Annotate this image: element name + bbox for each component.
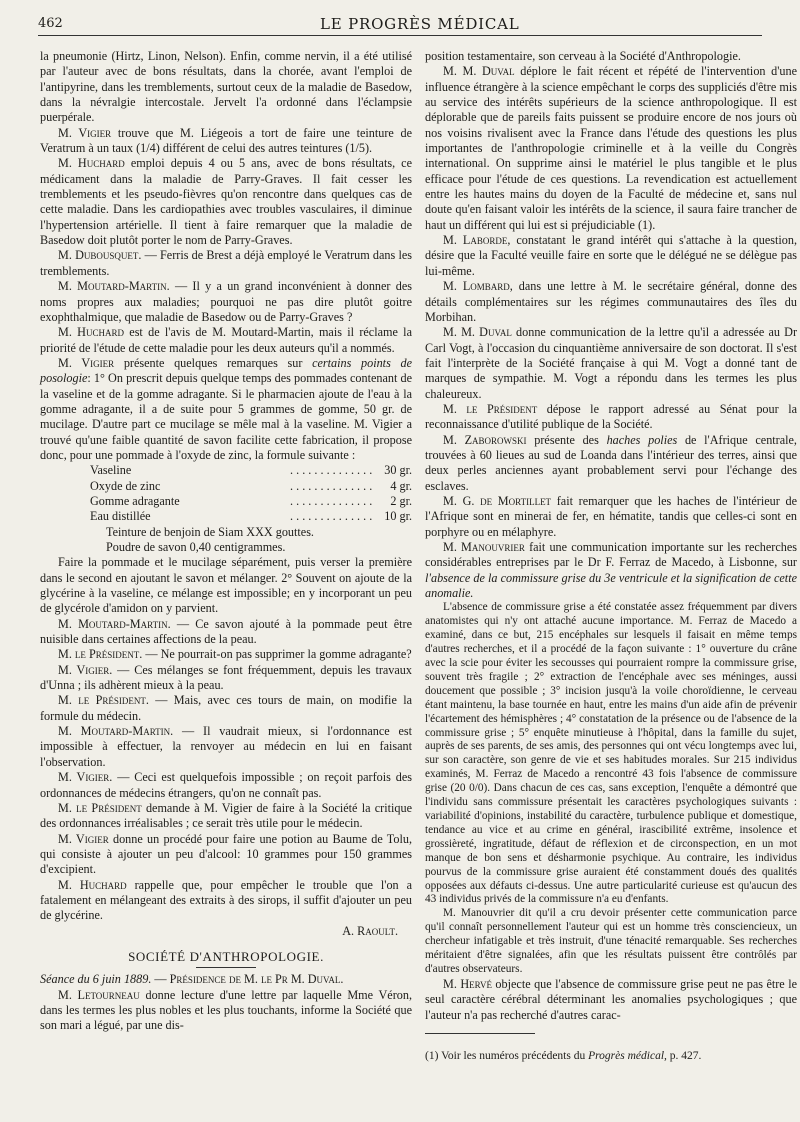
session-presidency: — Présidence de M. le Pr M. Duval. [154,972,344,987]
header-rule [38,35,762,36]
paragraph-text: dépose le rapport adressé au Sénat pour la reconnaissance d'utilité publique de la Société. [425,401,798,432]
paragraph [425,279,797,325]
italic-phrase: haches polies [606,432,678,447]
paragraph-text: — Ferris de Brest a déjà employé le Veratrum dans les tremblements. [40,248,412,278]
paragraph-text: demande à M. Vigier de faire à la Société la critique des ordonnances irréalisables ; ce serait très utile pour le médecin. [40,800,412,831]
footnote-page: p. 427. [669,1050,702,1062]
paragraph: M. Manouvrier dit qu'il a cru devoir présenter cette communication parce qu'il connaît personnellement l'auteur qui est un homme très consciencieux, un chercheur infatigable et très instruit, d'une ténacité remarquable. Ses recherches méritaient d'être signalées, afin que les résultats puissent être contrôlés par d'autres observateurs. [425,907,797,975]
journal-title: LE PROGRÈS MÉDICAL [320,15,520,33]
recipe-row [90,479,412,494]
paragraph-text: — Il vaudrait mieux, si l'ordonnance est impossible à effectuer, la renvoyer au médecin en lui en faisant l'observation. [40,724,413,769]
signature: A. Raoult. [342,923,398,938]
paragraph-text: : 1° On prescrit depuis quelque temps des pommades contenant de la vaseline et de la gomme adragante. Si le pharmacien ajoute de l'eau à la gomme adragante, il a de suite pour 5 grammes de gomme, 50 gr. de mucilage. D'autre part ce mucilage se mêle mal à la vaseline. M. Vigier a trouvé qu'une faible quantité de savon facilite cette fabrication, il propose donc, pour une pommade à l'oxyde de zinc, la formule suivante : [40,371,412,462]
footnote-text: (1) Voir les numéros précédents du [425,1050,586,1062]
speaker-name: M. Manouvrier [443,540,525,554]
paragraph [425,977,797,1023]
paragraph: L'absence de commissure grise a été constatée assez fréquemment par divers anatomistes qui n'y ont attaché aucune importance. M. Ferraz de Macedo a examiné, dans ce but, 215 encéphales sur lesquels il faisait en même temps d'autres recherches, et il a procédé de la façon suivante : 1° ouverture du crâne avec la scie pour éviter les secousses qui pourraient rompre la commissure grise, souvent très fragile ; 2° extraction de l'encéphale avec ses méninges, aussi doucement que possible ; 3° incision jusqu'à la voile choroïdienne, le cerveau étant maintenu, la base tournée en haut, entre les mains d'un aide afin de prévenir l'écartement des hémisphères ; 4° constatation de la présence ou de l'absence de la commissure grise ; 5° enquête minutieuse à l'hôpital, dans la famille du sujet, auprès de ses parents, de ses amis, des personnes qui ont vécu longtemps avec lui, sur son caractère, son genre de vie et ses habitudes morales. Sur 215 individus examinés, M. Ferraz de Macedo a rencontré 43 fois l'absence de commissure grise (20 0/0). Dans chacun de ces cas, sans exception, l'enquête a démontré que l'individu sans commissure présentait les caractères psychologiques suivants : variabilité d'opinions, instabilité du caractère, turbulence publique et domestique, tendance au vice et au crime en général, irascibilité extrême, insolence et grossièreté, ingratitude, défaut de réflexion et de circonspection, en un mot manque de bon sens et désharmonie psychique. Au contraire, les individus pourvus de la commissure grise auraient été constamment doués des qualités opposées aux défauts ci-dessus. Une autre particularité curieuse est qu'aucun des 43 individus privés de la commissure n'a eu d'enfants. [425,601,797,906]
paragraph-text: présente quelques remarques sur [123,355,303,370]
speaker-name: M. Moutard-Martin. [58,724,174,739]
speaker-name: M. Vigier [58,831,109,846]
paragraph [40,724,412,770]
paragraph [40,663,412,694]
ingredient-name: Eau distillée [90,509,151,524]
section-rule [196,967,256,968]
paragraph-text: est de l'avis de M. Moutard-Martin, mais il réclame la priorité de l'étude de cette maladie pour les deux auteurs qu'il a nommés. [40,325,412,355]
speaker-name: M. Zaborowski [443,432,527,447]
ingredient-qty: 30 gr. [384,463,412,478]
speaker-name: M. Vigier. [58,662,113,677]
paragraph [425,325,797,402]
page-number: 462 [38,16,63,31]
paragraph-text: emploi depuis 4 ou 5 ans, avec de bons résultats, ce médicament dans la maladie de Parry-Graves. Il fait cesser les tremblements et les pseudo-fièvres qu'on rencontre dans quelques cas de cette maladie. Dans les cardiopathies avec troubles vasculaires, il diminue l'hypertension artérielle. Il tient à faire remarquer que la maladie de Basedow doit plutôt porter le nom de Parry-Graves. [40,156,412,248]
left-column [40,49,412,1034]
paragraph [425,233,797,279]
paragraph-text: — Ceci est quelquefois impossible ; on reçoit parfois des ordonnances de médecins étrangers, qu'on ne connaît pas. [40,770,412,800]
paragraph-text: présente des [534,432,599,447]
paragraph: la pneumonie (Hirtz, Linon, Nelson). Enfin, comme nervin, il a été utilisé par l'auteur avec de bons résultats, dans la chorée, avant l'emploi de l'antipyrine, dans les tremblements, surtout ceux de la maladie de Basedow, dans la névralgie intercostale. Jervelt l'a ordonné dans l'éclampsie puerpérale. [40,49,412,125]
paragraph [40,325,412,356]
speaker-name: M. Dubousquet. [58,248,142,263]
speaker-name: M. Huchard [58,877,127,892]
recipe-extra: Poudre de savon 0,40 centigrammes. [106,540,286,554]
session-line [40,972,412,987]
ingredient-qty: 10 gr. [384,509,412,524]
paragraph [425,64,797,233]
paragraph-text: fait remarquer que les haches de l'intérieur de l'Afrique sont en minerai de fer, en hématite, tandis que celles-ci sont en porphyre ou en mélaphyre. [425,493,797,539]
paragraph [40,617,412,648]
paragraph-text: — Il y a un grand inconvénient à donner des noms propres aux maladies; pourquoi ne pas dire plutôt goitre exophthalmique, que maladie de Basedow ou de Parry-Graves ? [40,279,412,324]
speaker-name: M. Moutard-Martin. [58,279,170,294]
speaker-name: M. M. Duval [443,64,515,79]
recipe-row [90,494,412,509]
speaker-name: M. Lombard, [443,279,513,294]
paragraph [40,647,412,662]
ingredient-qty: 4 gr. [390,478,412,493]
speaker-name: M. Moutard-Martin. [58,616,171,631]
italic-phrase: l'absence de la commissure grise du 3e ventricule et la signification de cette anomalie. [425,570,797,601]
italic-phrase: certains points de posologie [40,355,412,386]
section-title: SOCIÉTÉ D'ANTHROPOLOGIE. [128,948,324,964]
paragraph-text: — Mais, avec ces tours de main, on modifie la formule du médecin. [40,693,412,723]
recipe-row [90,463,412,478]
recipe-extra: Teinture de benjoin de Siam XXX gouttes. [106,524,314,539]
paragraph [40,356,412,463]
paragraph-text: donne lecture d'une lettre par laquelle Mme Véron, dans les termes les plus nobles et les plus touchants, informe la Société que son mari a légué, par une dis- [40,987,412,1033]
paragraph [425,402,797,433]
footnote-journal: Progrès médical, [588,1050,667,1062]
paragraph [40,693,412,724]
ingredient-name: Oxyde de zinc [90,478,161,493]
paragraph [40,878,412,924]
paragraph [425,433,797,494]
speaker-name: M. G. de Mortillet [443,493,552,508]
speaker-name: M. le Président [58,800,142,815]
recipe-formula [90,463,412,555]
paragraph-text: fait une communication importante sur les recherches considérables entreprises par le Dr F. Ferraz de Macedo, à Lisbonne, sur [425,540,798,570]
paragraph-text: objecte que l'absence de commissure grise peut ne pas être le seul caractère cérébral déterminant les anomalies psychologiques ; que l'auteur n'a pas recherché d'autres carac- [425,976,797,1022]
paragraph [40,832,412,878]
paragraph [40,279,412,325]
paragraph-text: trouve que M. Liégeois a tort de faire une teinture de Veratrum à un taux (1/4) différent de celui des autres teintures (1/5). [40,125,412,156]
footnote [425,1050,797,1062]
paragraph-text: donne un procédé pour faire une potion au Baume de Tolu, qui consiste à ajouter un peu d'alcool: 10 grammes pour 150 grammes d'excipient. [40,831,413,877]
speaker-name: M. Hervé [443,976,492,991]
paragraph-text: — Ce savon ajouté à la pommade peut être nuisible dans certaines affections de la peau. [40,616,413,647]
paragraph-text: constatant le grand intérêt qui s'attache à la question, désire que la Faculté veuille faire en sorte que le délégué ne se délègue pas lui-même. [425,233,797,278]
paragraph [40,126,412,157]
paragraph: Faire la pommade et le mucilage séparément, puis verser la première dans le second en ajoutant le savon et mélanger. 2° Souvent on ajoute de la glycérine à la vaseline, ce mélange est impossible; en y incorporant un peu de glycérole d'amidon on y parvient. [40,555,412,616]
paragraph [40,248,412,279]
paragraph-text: déplore le fait récent et répété de l'intervention d'une influence étrangère à la science empêchant le corps des suppliciés d'être mis au service des intérêts supérieurs de la science anthropologique. Il est déplorable que de pareils faits puissent se produire encore de nos jours où nos voisins rivalisent avec la France dans l'étude des questions les plus importantes de l'anthropologie criminelle et à la veille du Congrès international. On supprime ainsi le matériel le plus tangible et le plus efficace pour l'étude de ces questions. La revendication est actuellement entre les hautes mains du doyen de la Faculté de médecine et, sans nul doute qu'en faisant valoir les intérêts de la science, il saura faire trancher de haut un différent qui lui est si préjudiciable (1). [425,64,798,232]
paragraph: position testamentaire, son cerveau à la Société d'Anthropologie. [425,49,741,63]
speaker-name: M. Vigier [58,355,115,370]
paragraph [40,770,412,801]
ingredient-name: Gomme adragante [90,493,180,508]
ingredient-qty: 2 gr. [390,493,412,508]
speaker-name: M. M. Duval [443,325,512,340]
session-date: Séance du 6 juin 1889. [40,972,152,987]
paragraph-text: donne communication de la lettre qu'il a adressée au Dr Carl Vogt, à l'occasion du cinquantième anniversaire de son doctorat. Il s'est fait l'interprète de la Société française à qui M. Vogt a donné tant de marques de sympathie. M. Vogt a répondu dans les termes les plus chaleureux. [425,325,798,401]
paragraph-text: — Ne pourrait-on pas supprimer la gomme adragante? [145,647,412,662]
footnote-rule [425,1033,535,1034]
recipe-row [90,509,412,524]
paragraph [40,801,412,832]
speaker-name: M. le Président. [58,647,143,662]
speaker-name: M. Letourneau [58,987,140,1002]
paragraph-text: dans une lettre à M. le secrétaire général, donne des détails complémentaires sur les régimes communautaires des îles du Morbihan. [425,279,798,324]
speaker-name: M. Vigier [58,125,112,140]
paragraph [40,988,412,1034]
paragraph [425,540,797,601]
speaker-name: M. Huchard [58,325,124,340]
speaker-name: M. Huchard [58,156,125,171]
speaker-name: M. le Président [443,401,538,416]
right-column [425,49,797,1023]
paragraph-text: rappelle que, pour empêcher le trouble que l'on a fatalement en mélangeant des extraits à des sirops, il suffit d'ajouter un peu de glycérine. [40,877,412,923]
paragraph [425,494,797,540]
paragraph [40,156,412,248]
paragraph-text: — Ces mélanges se font fréquemment, depuis les travaux d'Unna ; ils adhèrent mieux à la peau. [40,662,412,693]
speaker-name: M. Vigier. [58,770,113,785]
ingredient-name: Vaseline [90,463,132,478]
paragraph-text: de l'Afrique centrale, trouvées à 60 lieues au sud de Loanda dans l'intérieur des terres, ainsi que deux perles anciennes ayant probablement servi pour l'échange des esclaves. [425,432,797,493]
speaker-name: M. le Président. [58,693,149,708]
speaker-name: M. Laborde, [443,233,511,248]
